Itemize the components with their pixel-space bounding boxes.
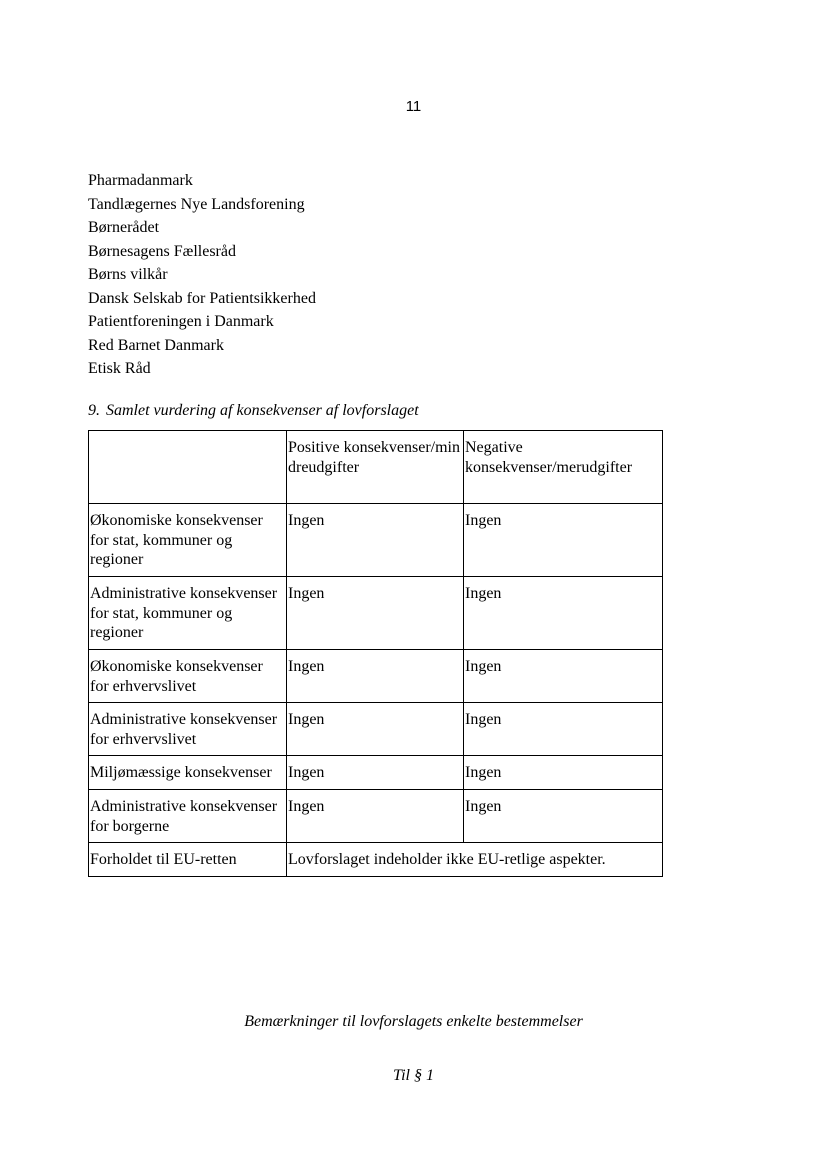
paragraph-title: Til § 1 (393, 1067, 434, 1084)
row-label: Økonomiske konsekvenser for stat, kommuner og regioner (89, 504, 287, 577)
row-positive: Ingen (287, 790, 464, 843)
page-number: 11 (405, 98, 422, 115)
table-row (89, 650, 663, 703)
table-header-negative: Negative konsekvenser/merudgifter (464, 431, 663, 504)
row-label: Administrative konsekvenser for erhvervslivet (89, 703, 287, 756)
section-title: Samlet vurdering af konsekvenser af lovforslaget (106, 402, 419, 419)
row-negative: Ingen (464, 756, 663, 790)
table-row (89, 756, 663, 790)
list-item: Dansk Selskab for Patientsikkerhed (88, 289, 316, 307)
list-item: Etisk Råd (88, 360, 151, 377)
section-heading (88, 402, 419, 420)
table-row (89, 703, 663, 756)
list-item: Tandlægernes Nye Landsforening (88, 195, 305, 213)
remarks-title: Bemærkninger til lovforslagets enkelte bestemmelser (244, 1013, 583, 1030)
table-header-cell-empty (89, 431, 287, 504)
row-positive: Ingen (287, 577, 464, 650)
row-positive: Ingen (287, 756, 464, 790)
row-negative: Ingen (464, 703, 663, 756)
list-item: Børns vilkår (88, 266, 168, 283)
table-row-eu (89, 843, 663, 877)
row-negative: Ingen (464, 577, 663, 650)
section-number: 9. (88, 402, 100, 419)
list-item: Børnerådet (88, 219, 160, 236)
consulted-organizations-list (88, 169, 316, 381)
list-item: Patientforeningen i Danmark (88, 313, 274, 330)
row-negative: Ingen (464, 790, 663, 843)
list-item: Pharmadanmark (88, 172, 193, 189)
list-item: Børnesagens Fællesråd (88, 242, 236, 260)
table-header-positive: Positive konsekvenser/mindreudgifter (287, 431, 464, 504)
row-label: Miljømæssige konsekvenser (89, 756, 287, 790)
table-row (89, 577, 663, 650)
row-negative: Ingen (464, 504, 663, 577)
table-row (89, 504, 663, 577)
eu-assessment-text: Lovforslaget indeholder ikke EU-retlige aspekter. (287, 843, 663, 877)
row-label: Forholdet til EU-retten (89, 843, 287, 877)
row-label: Økonomiske konsekvenser for erhvervslivet (89, 650, 287, 703)
row-positive: Ingen (287, 504, 464, 577)
table-row (89, 790, 663, 843)
row-positive: Ingen (287, 703, 464, 756)
consequences-table (88, 430, 663, 877)
list-item: Red Barnet Danmark (88, 336, 224, 354)
row-negative: Ingen (464, 650, 663, 703)
row-label: Administrative konsekvenser for borgerne (89, 790, 287, 843)
table-header-row (89, 431, 663, 504)
row-positive: Ingen (287, 650, 464, 703)
row-label: Administrative konsekvenser for stat, kommuner og regioner (89, 577, 287, 650)
